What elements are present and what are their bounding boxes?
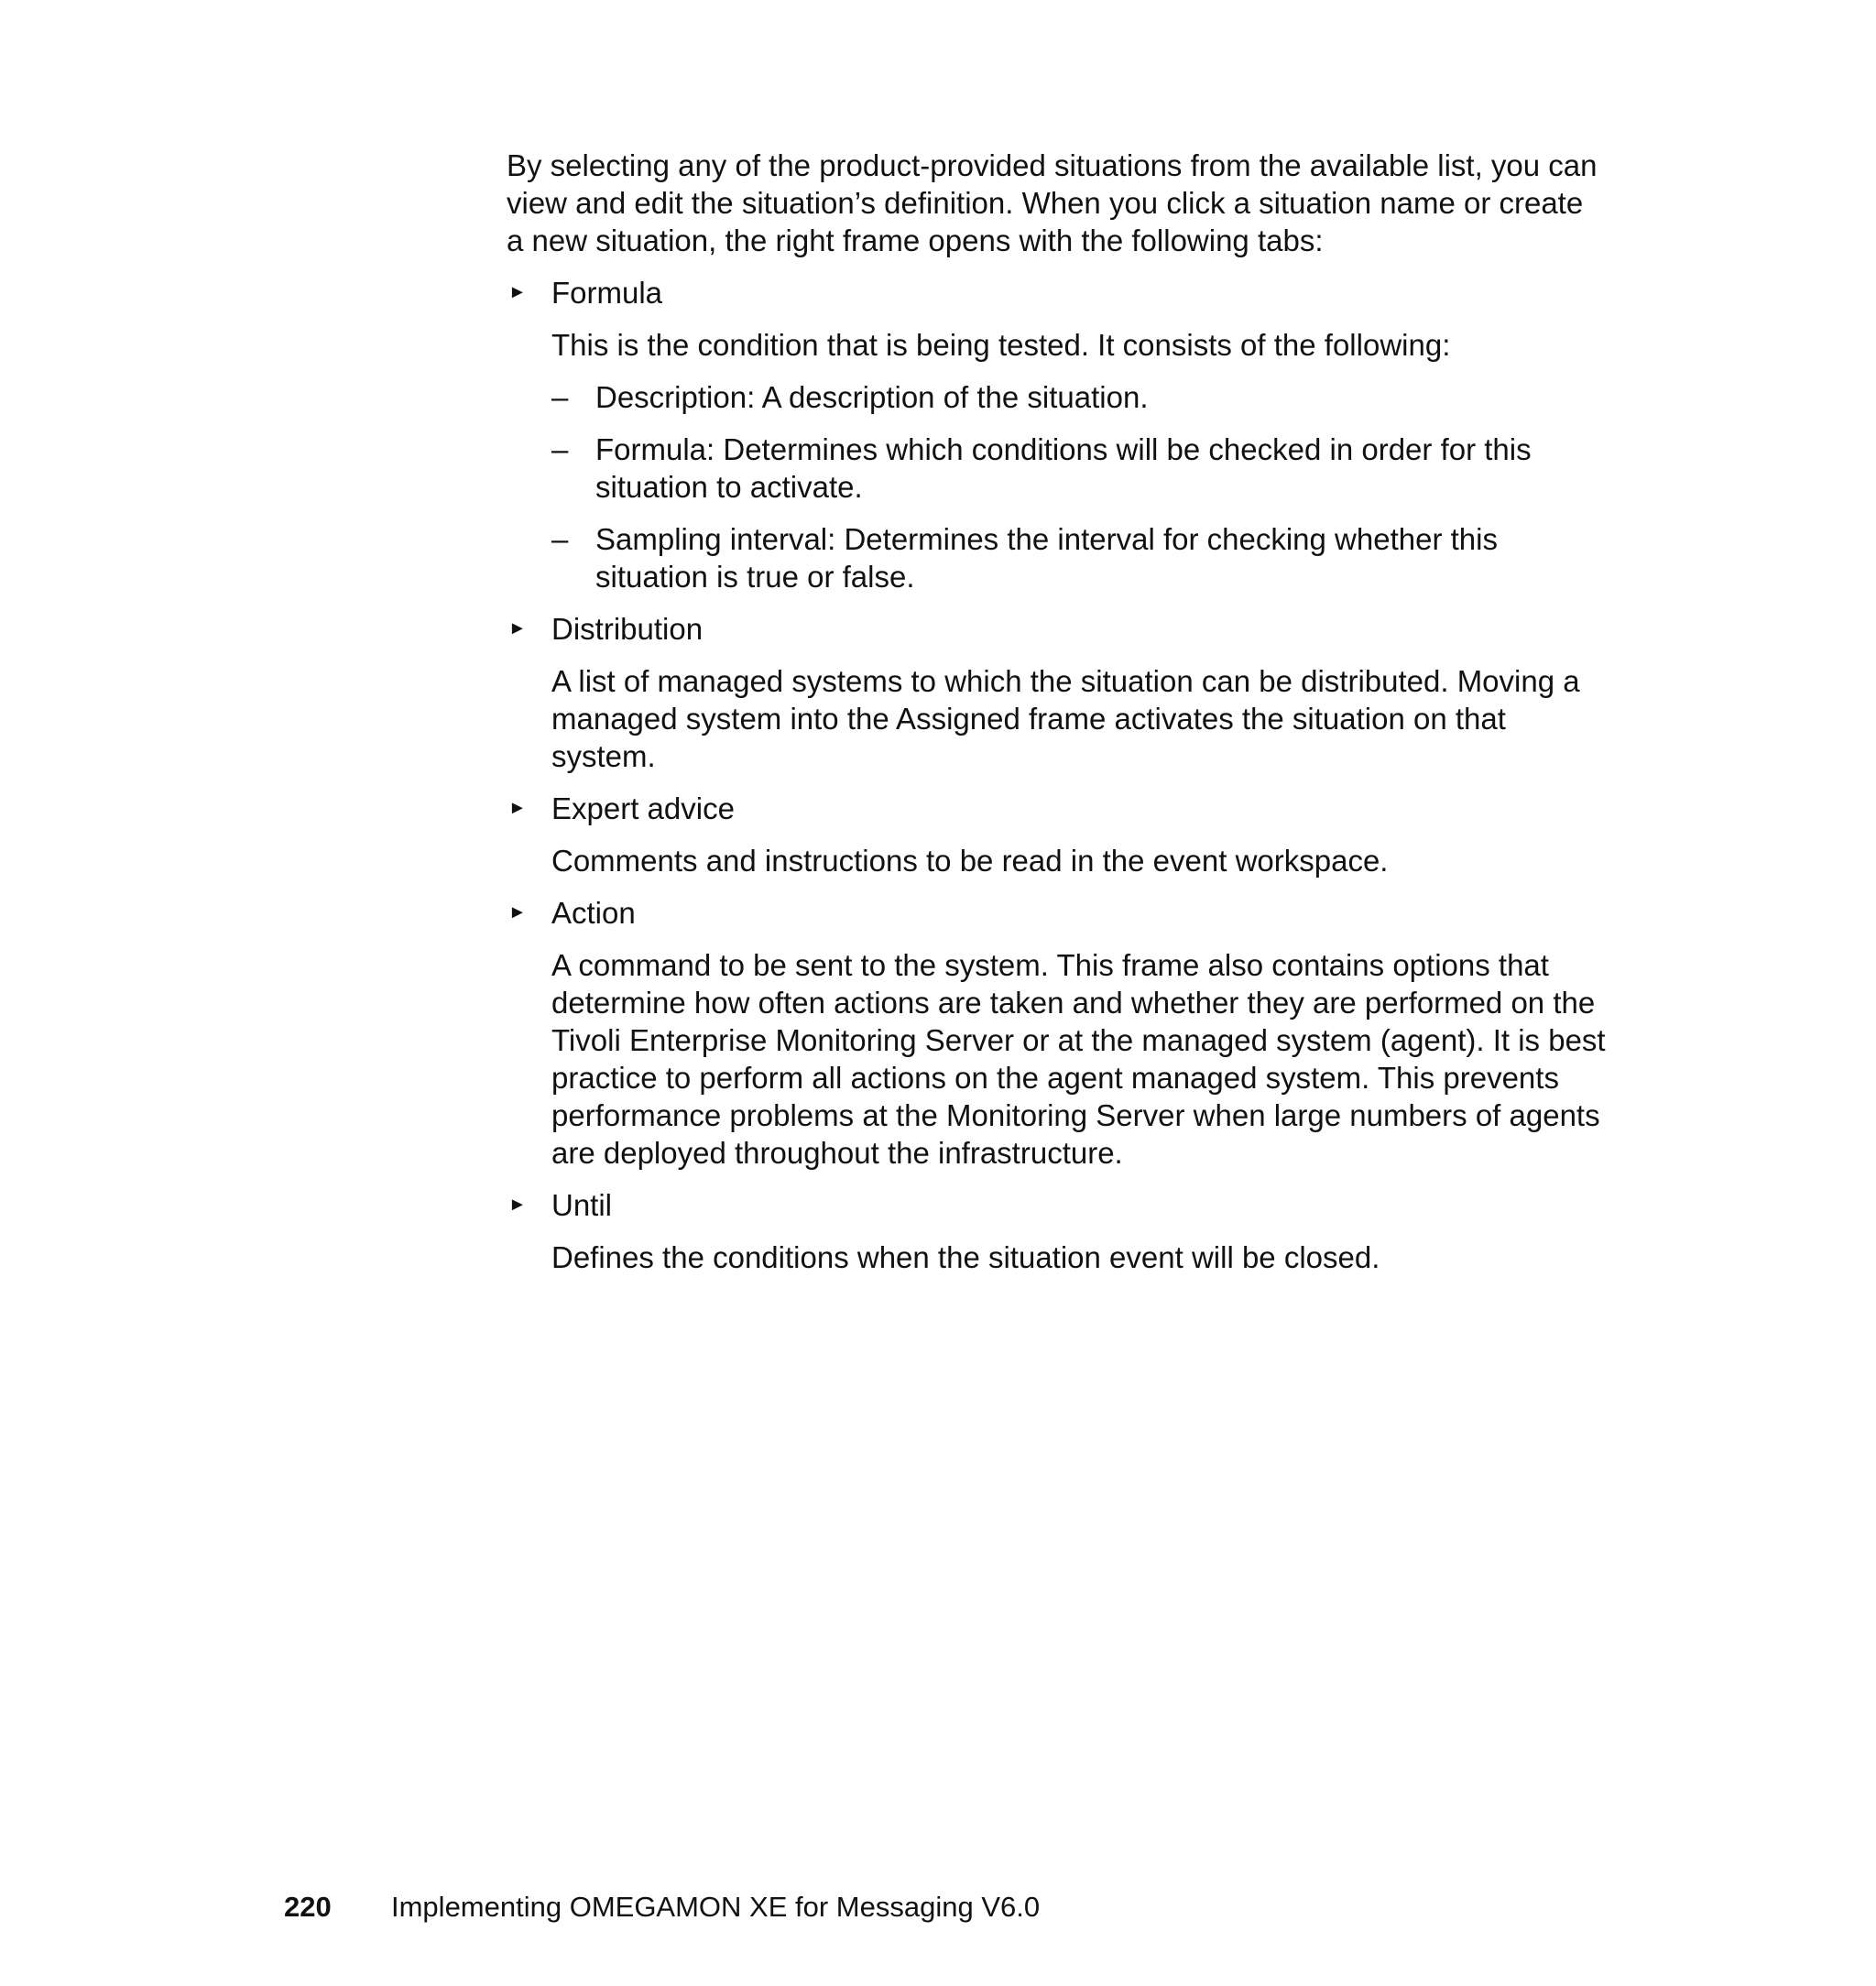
bullet-title: Action: [551, 896, 636, 930]
page-number: 220: [284, 1891, 332, 1923]
bullet-arrow-icon: ►: [508, 282, 527, 302]
bullet-title: Formula: [551, 276, 663, 310]
bullet-until: [507, 1186, 1606, 1224]
bullet-arrow-icon: ►: [508, 618, 527, 638]
dash-icon: –: [551, 432, 569, 466]
bullet-title: Until: [551, 1188, 613, 1222]
sub-item-text: Sampling interval: Determines the interval for checking whether this situation is true or false.: [595, 522, 1498, 594]
dash-icon: –: [551, 522, 569, 556]
until-description: Defines the conditions when the situation event will be closed.: [551, 1240, 1380, 1274]
page-body: [507, 147, 1606, 1291]
bullet-arrow-icon: ►: [508, 1195, 527, 1215]
distribution-description: A list of managed systems to which the situation can be distributed. Moving a managed system into the Assigned frame activates the situation on that system.: [551, 664, 1580, 773]
bullet-arrow-icon: ►: [508, 798, 527, 818]
sub-item-sampling-interval: [551, 520, 1606, 595]
bullet-action: [507, 894, 1606, 932]
expert-advice-description: Comments and instructions to be read in the event workspace.: [551, 844, 1389, 878]
book-title: Implementing OMEGAMON XE for Messaging V6.0: [391, 1891, 1041, 1923]
action-description: A command to be sent to the system. This frame also contains options that determine how often actions are taken and whether they are performed on the Tivoli Enterprise Monitoring Server or at the managed system (agent). It is best practice to perform all actions on the agent managed system. This prevents performance problems at the Monitoring Server when large numbers of agents are deployed throughout the infrastructure.: [551, 948, 1606, 1170]
bullet-distribution: [507, 610, 1606, 648]
page-footer: [284, 1889, 1040, 1926]
bullet-title: Distribution: [551, 612, 704, 646]
bullet-arrow-icon: ►: [508, 902, 527, 922]
formula-sublist: [507, 378, 1606, 595]
formula-description: This is the condition that is being tested. It consists of the following:: [551, 328, 1451, 362]
sub-item-text: Description: A description of the situation.: [595, 380, 1149, 414]
bullet-title: Expert advice: [551, 791, 735, 825]
intro-paragraph: By selecting any of the product-provided situations from the available list, you can view and edit the situation’s definition. When you click a situation name or create a new situation, the right frame opens with the following tabs:: [507, 148, 1598, 257]
bullet-formula: [507, 274, 1606, 311]
dash-icon: –: [551, 380, 569, 414]
sub-item-formula: [551, 431, 1606, 506]
sub-item-description: [551, 378, 1606, 416]
bullet-expert-advice: [507, 790, 1606, 827]
sub-item-text: Formula: Determines which conditions will be checked in order for this situation to activate.: [595, 432, 1532, 504]
